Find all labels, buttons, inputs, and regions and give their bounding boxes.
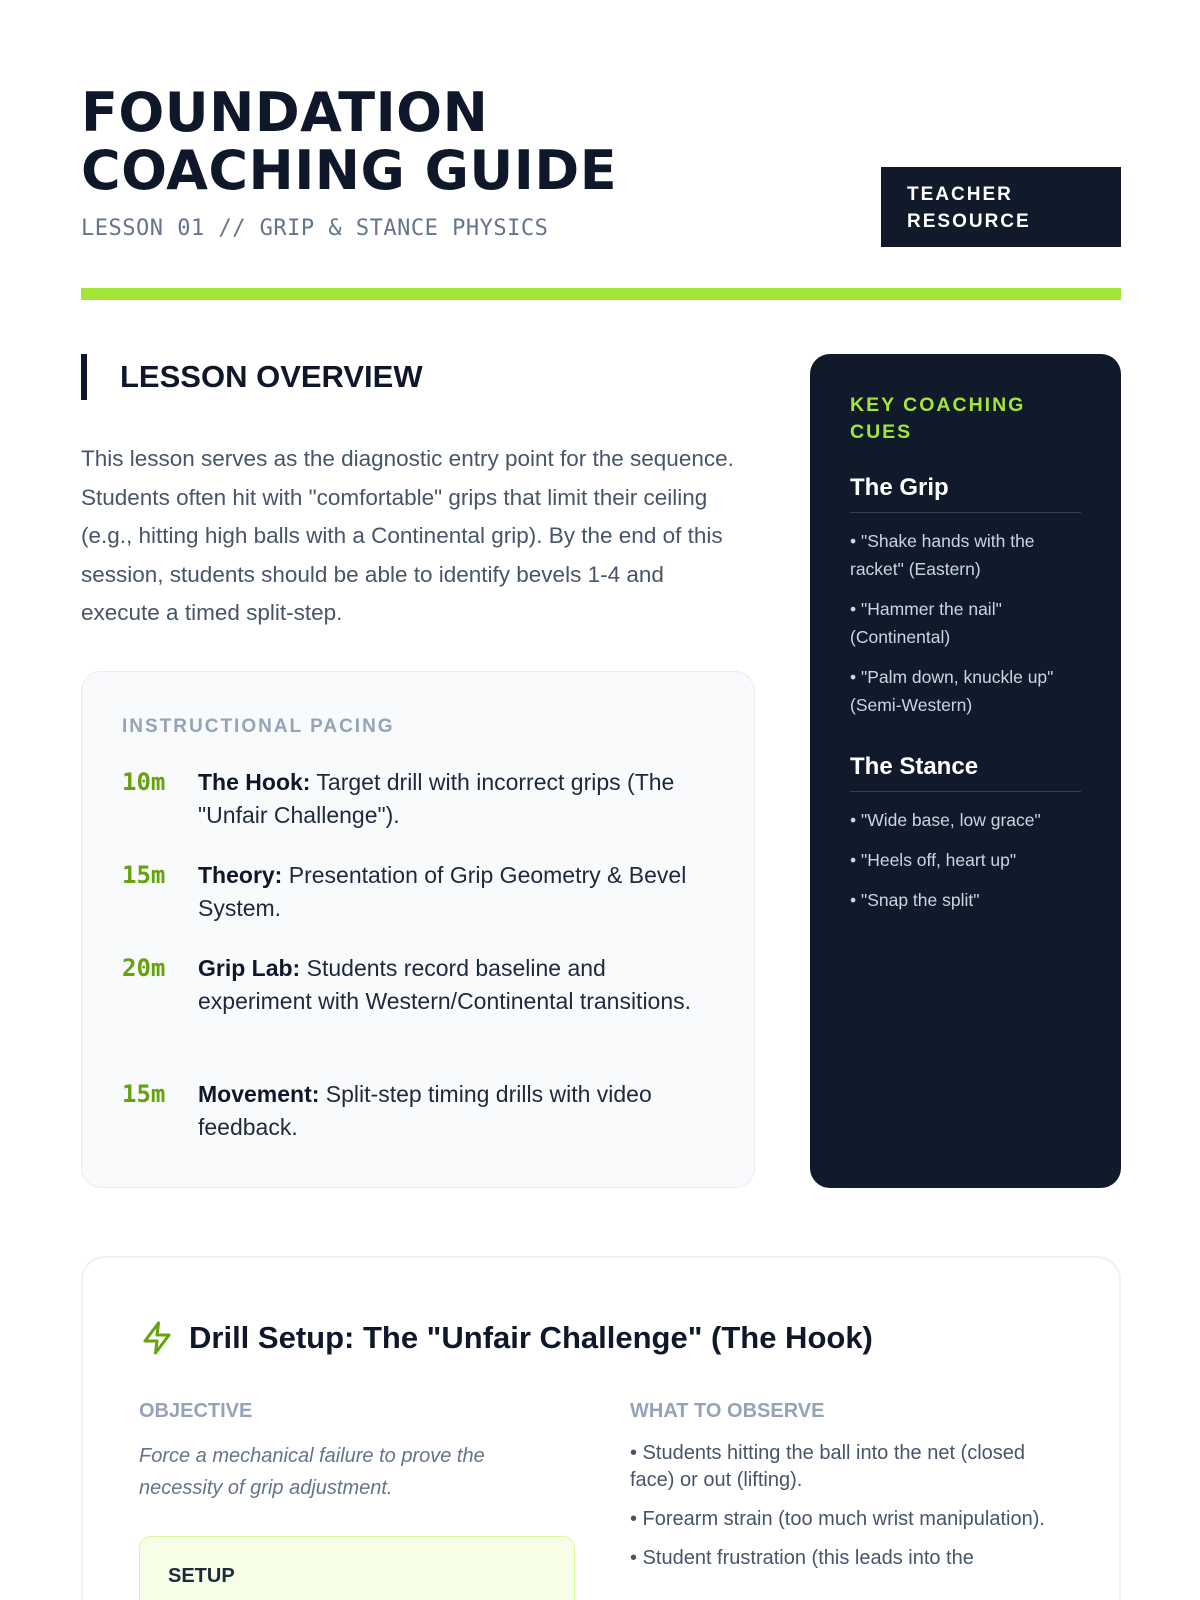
- objective-text: Force a mechanical failure to prove the necessity of grip adjustment.: [139, 1445, 485, 1499]
- title-line-1: FOUNDATION: [81, 81, 489, 144]
- pacing-detail: Target drill with incorrect grips (The "Unfair Challenge").: [198, 769, 675, 828]
- accent-divider: [81, 288, 1121, 300]
- objective-label: OBJECTIVE: [139, 1400, 253, 1422]
- pacing-detail: Split-step timing drills with video feedback.: [198, 1081, 652, 1140]
- badge-line-2: RESOURCE: [907, 211, 1031, 232]
- pacing-title: Movement:: [198, 1081, 320, 1107]
- observe-item: • Forearm strain (too much wrist manipulation).: [630, 1508, 1045, 1530]
- cues-label: KEY COACHING CUES: [850, 394, 1026, 443]
- lesson-subtitle: LESSON 01 // GRIP & STANCE PHYSICS: [81, 216, 549, 241]
- drill-setup-card: [81, 1256, 1121, 1600]
- key-coaching-cues-panel: [810, 354, 1121, 1188]
- pacing-time: 20m: [122, 954, 166, 982]
- cue-item: • "Heels off, heart up": [850, 850, 1017, 870]
- pacing-label: INSTRUCTIONAL PACING: [122, 716, 395, 737]
- drill-title-text: Drill Setup: The "Unfair Challenge" (The Hook): [189, 1320, 873, 1355]
- badge-line-1: TEACHER: [907, 184, 1013, 205]
- pacing-description: [198, 952, 708, 1018]
- pacing-title: Theory:: [198, 862, 283, 888]
- observe-item: • Students hitting the ball into the net (closed face) or out (lifting).: [630, 1442, 1026, 1491]
- lesson-overview-heading: LESSON OVERVIEW: [81, 354, 423, 400]
- pacing-description: [198, 766, 708, 832]
- pacing-time: 10m: [122, 768, 166, 796]
- pacing-time: 15m: [122, 861, 166, 889]
- title-line-2: COACHING GUIDE: [81, 139, 618, 202]
- observe-label: WHAT TO OBSERVE: [630, 1400, 825, 1422]
- observe-list: [630, 1440, 1070, 1584]
- setup-label: SETUP: [168, 1565, 235, 1587]
- pacing-description: [198, 859, 708, 925]
- pacing-time: 15m: [122, 1080, 166, 1108]
- instructional-pacing-card: [81, 671, 755, 1188]
- pacing-title: The Hook:: [198, 769, 311, 795]
- pacing-detail: Presentation of Grip Geometry & Bevel System.: [198, 862, 687, 921]
- cue-item: • "Hammer the nail" (Continental): [850, 599, 1002, 647]
- cue-item: • "Shake hands with the racket" (Eastern): [850, 531, 1035, 579]
- cue-item: • "Palm down, knuckle up" (Semi-Western): [850, 667, 1054, 715]
- teacher-resource-badge: [881, 167, 1121, 247]
- pacing-description: [198, 1078, 708, 1144]
- lightning-icon: [139, 1318, 175, 1358]
- cue-item: • "Wide base, low grace": [850, 810, 1041, 830]
- lesson-overview-text: This lesson serves as the diagnostic entry point for the sequence. Students often hit with "comfortable" grips that limit their ceiling (e.g., hitting high balls with a Continental grip). By the end of this session, students should be able to identify bevels 1-4 and execute a timed split-step.: [81, 446, 734, 625]
- pacing-title: Grip Lab:: [198, 955, 301, 981]
- page-header: [81, 81, 1121, 254]
- pacing-detail: Students record baseline and experiment with Western/Continental transitions.: [198, 955, 692, 1014]
- cue-item: • "Snap the split": [850, 890, 980, 910]
- cue-section-title-grip: The Grip: [850, 474, 1081, 513]
- observe-item: • Student frustration (this leads into the: [630, 1547, 974, 1569]
- setup-box: [139, 1536, 575, 1600]
- drill-title: [139, 1318, 873, 1358]
- cue-section-title-stance: The Stance: [850, 753, 1081, 792]
